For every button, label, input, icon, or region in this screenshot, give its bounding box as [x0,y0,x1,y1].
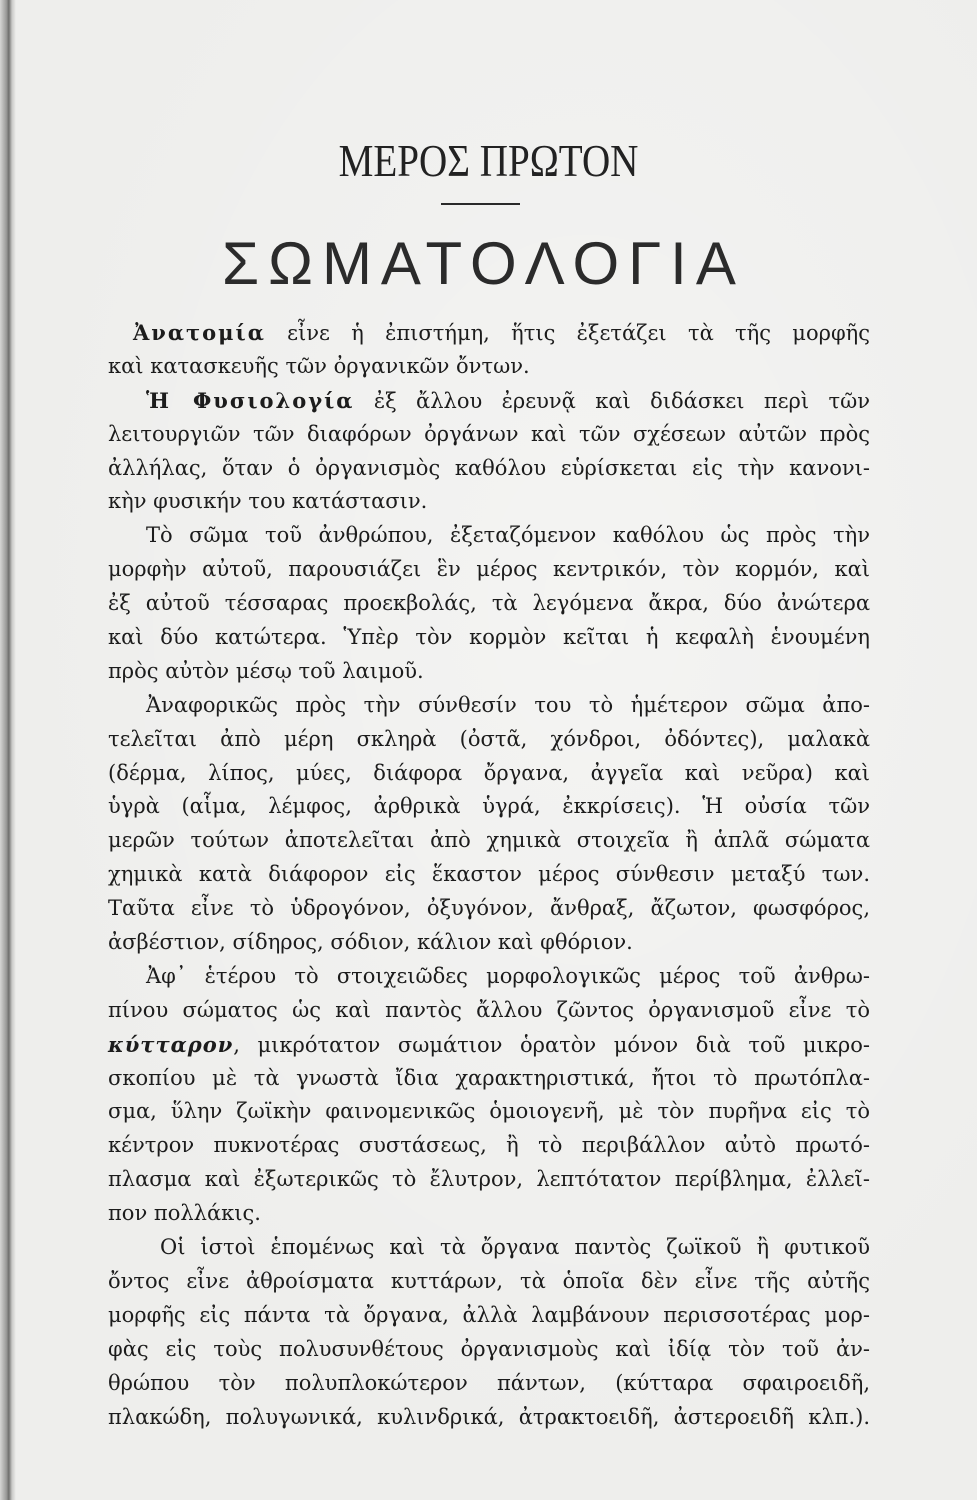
text-line: πλακώδη, πολυγωνικά, κυλινδρικά, ἀτρακτοειδῆ, ἀστεροειδῆ κλπ.). [108,1404,870,1429]
paragraph-tissues [108,1231,870,1434]
lead-term: Ἡ Φυσιολογία [146,387,355,413]
text-line: τελεῖται ἀπὸ μέρη σκληρὰ (ὀστᾶ, χόνδροι, ὀδόντες), μαλακὰ [108,726,870,751]
text-line: ἀσβέστιον, σίδηρος, σόδιον, κάλιον καὶ φθόριον. [108,930,633,955]
text-line: φὰς εἰς τοὺς πολυσυνθέτους ὀργανισμοὺς καὶ ἰδίᾳ τὸν τοῦ ἀν- [108,1336,870,1361]
paragraph-physiology [108,384,870,520]
text-line: καὶ κατασκευῆς τῶν ὀργανικῶν ὄντων. [108,353,530,378]
text-line: Ἀναφορικῶς πρὸς τὴν σύνθεσίν του τὸ ἡμέτερον σῶμα ἀπο- [146,692,870,717]
part-title: ΜΕΡΟΣ ΠΡΩΤΟΝ [338,135,639,186]
paragraph-body-parts [108,519,870,688]
text-line: σκοπίου μὲ τὰ γνωστὰ ἴδια χαρακτηριστικά, ἤτοι τὸ πρωτόπλα- [108,1065,870,1090]
text-line: κέντρον πυκνοτέρας συστάσεως, ἢ τὸ περιβάλλον αὐτὸ πρωτό- [108,1133,870,1158]
text-line: σμα, ὕλην ζωϊκὴν φαινομενικῶς ὁμοιογενῆ, μὲ τὸν πυρῆνα εἰς τὸ [108,1099,870,1124]
term-cell: κύτταρον [108,1031,234,1057]
body-text [108,316,870,1434]
text-line: μορφῆς εἰς πάντα τὰ ὄργανα, ἀλλὰ λαμβάνουν περισσοτέρας μορ- [108,1302,870,1327]
text-line: χημικὰ κατὰ διάφορον εἰς ἕκαστον μέρος σύνθεσιν μεταξύ των. [108,862,870,887]
text-line: καὶ δύο κατώτερα. Ὑπὲρ τὸν κορμὸν κεῖται ἡ κεφαλὴ ἑνουμένη [108,625,870,650]
title-rule [441,203,520,205]
line-text: ἐξ ἄλλου ἐρευνᾷ καὶ διδάσκει περὶ τῶν [373,388,870,413]
text-line: Τὸ σῶμα τοῦ ἀνθρώπου, ἐξεταζόμενον καθόλου ὡς πρὸς τὴν [146,523,870,548]
text-line [108,384,870,418]
paragraph-composition [108,689,870,960]
text-line: ἐξ αὐτοῦ τέσσαρας προεκβολάς, τὰ λεγόμενα ἄκρα, δύο ἀνώτερα [108,591,870,616]
binding-edge [0,0,16,1500]
text-line [108,1028,870,1062]
text-line: ὑγρὰ (αἷμα, λέμφος, ἀρθρικὰ ὑγρά, ἐκκρίσεις). Ἡ οὐσία τῶν [108,794,870,819]
text-line: Οἱ ἱστοὶ ἑπομένως καὶ τὰ ὄργανα παντὸς ζωϊκοῦ ἢ φυτικοῦ [160,1235,870,1260]
text-line: πρὸς αὐτὸν μέσῳ τοῦ λαιμοῦ. [108,658,424,683]
text-line: κὴν φυσικήν του κατάστασιν. [108,489,428,514]
line-text: , μικρότατον σωμάτιον ὁρατὸν μόνον διὰ τοῦ μικρο- [233,1032,870,1057]
text-line: πίνου σώματος ὡς καὶ παντὸς ἄλλου ζῶντος ὀργανισμοῦ εἶνε τὸ [108,997,870,1022]
text-line: μερῶν τούτων ἀποτελεῖται ἀπὸ χημικὰ στοιχεῖα ἢ ἁπλᾶ σώματα [108,828,870,853]
section-title: ΣΩΜΑΤΟΛΟΓΙΑ [222,230,745,297]
text-line: πλασμα καὶ ἐξωτερικῶς τὸ ἔλυτρον, λεπτότατον περίβλημα, ἐλλεῖ- [108,1167,870,1192]
text-line: Ταῦτα εἶνε τὸ ὑδρογόνον, ὀξυγόνον, ἄνθραξ, ἄζωτον, φωσφόρος, [108,896,870,921]
text-line: μορφὴν αὐτοῦ, παρουσιάζει ἓν μέρος κεντρικόν, τὸν κορμόν, καὶ [108,557,870,582]
text-line: (δέρμα, λίπος, μύες, διάφορα ὄργανα, ἀγγεῖα καὶ νεῦρα) καὶ [108,760,870,785]
text-line: λειτουργιῶν τῶν διαφόρων ὀργάνων καὶ τῶν σχέσεων αὐτῶν πρὸς [108,421,870,446]
paragraph-anatomy [108,316,870,384]
text-line: θρώπου τὸν πολυπλοκώτερον πάντων, (κύτταρα σφαιροειδῆ, [108,1370,870,1395]
line-text: εἶνε ἡ ἐπιστήμη, ἥτις ἐξετάζει τὰ τῆς μορφῆς [287,321,870,345]
lead-term: Ἀνατομία [133,320,266,345]
text-line: Ἀφ᾽ ἑτέρου τὸ στοιχειῶδες μορφολογικῶς μέρος τοῦ ἀνθρω- [146,963,870,988]
paragraph-cell [108,960,870,1231]
text-line: πον πολλάκις. [108,1201,261,1226]
text-line [108,316,870,350]
text-line: ἀλλήλας, ὅταν ὁ ὀργανισμὸς καθόλου εὑρίσκεται εἰς τὴν κανονι- [108,455,870,480]
text-line: ὄντος εἶνε ἀθροίσματα κυττάρων, τὰ ὁποῖα δὲν εἶνε τῆς αὐτῆς [108,1268,870,1293]
